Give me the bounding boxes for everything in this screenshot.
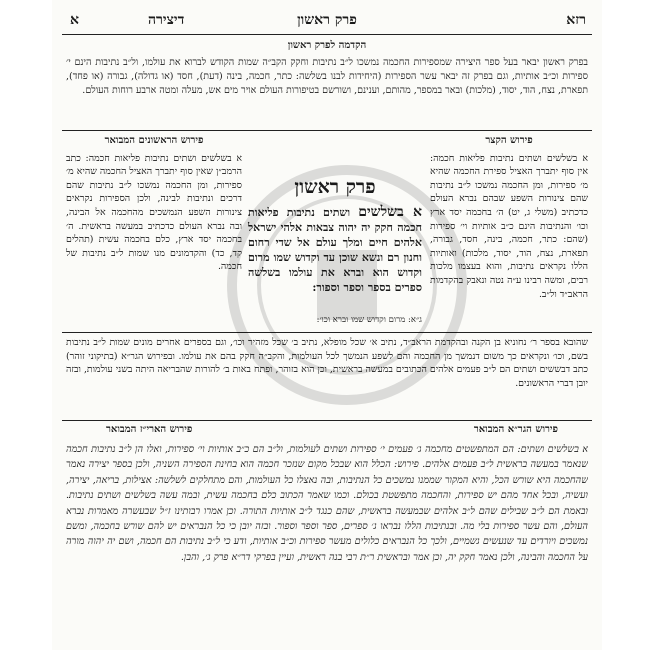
mishnah-body: ושתים נתיבות פליאות חכמה חקק יה יהוה צבאות אלהי ישראל אלהים חיים ומלך עולם אל שדי רחום וחנון רם ונשא שוכן עד וקדוש שמו מרום וקדוש הוא וברא את עולמו בשלשה ספרים בספר וספר וספור: bbox=[248, 206, 422, 294]
commentary-right-title: פירוש הקצר bbox=[485, 135, 533, 146]
mishnah-text bbox=[248, 205, 422, 295]
variant-reading: ג״א: מרום וקדוש שמו וברא וכו׳: bbox=[316, 315, 422, 325]
chapter-heading: פרק ראשון bbox=[294, 176, 376, 198]
page-header bbox=[52, 12, 602, 34]
page-letter: א bbox=[70, 12, 79, 28]
intro-text: בפרק ראשון יבאר בעל ספר היצירה שמספירות החכמה נמשכו ל״ב נתיבות וחקק הקב״ה שמות הקודש לברוא את עולמו, ול״ב נתיבות הינם י׳ ספירות וכ״ב אותיות, וגם בפרק זה יבאר עשר הספירות (היחידות לבנו בשלשה: כתר, חכמה, בינה (דעת), חסד (או גדולה), גבורה (או פחד), תפארת, נצח, הוד, יסוד, (מלכות) ובאר במספר, מהותם, וענינם, ושורשם בטיפורות העולם אויר מים אש, מעלה ומטה ארבע רוחות העולם. bbox=[66, 57, 588, 96]
intro-title: הקדמה לפרק ראשון bbox=[287, 40, 367, 51]
continued-commentary-text: שהובא בספר ר׳ נחוניא בן הקנה ובהקדמת הראב״ד, נתיב א׳ שכל מופלא, נתיב ב׳ שכל מזהיר וכו׳, וגם בספרים אחרים מונים שמות ל״ב נתיבות בשם, וכו׳ ונקראים כך משום דנמשך מן החכמה והם לשפע הנמשך לכל העולמות, והקב״ה חקק בהם את עולמו. ובפירוש הגר״א (בתיקוני זוהר) כתב דבששים ושתים הם ל״ב פעמים אלהים הכתובים במעשה בראשית, וכן הוא בזוהר, ופתח באות ב׳ להורות שהבריאה היתה בשני עולמות, ובזה יובן דברי הראשונים. bbox=[66, 337, 588, 389]
gra-commentary-title: פירוש הגר״א המבואר bbox=[473, 424, 558, 435]
commentary-left-text: א בשלשים ושתים נתיבות פליאות חכמה: כתב הרמב״ן שאין סוף יתברך האציל החכמה שהיא מ׳ ספירות, ומן החכמה נמשכו ל״ב נתיבות שהם דרכים ונתיבות לבינה, ולכן הספירות נקראים צינורות השפע הנמשכים מהחכמה אל הבינה, ובה נברא העולם כדכתיב במעשה בראשית. ה׳ בחכמה יסד ארץ, כלם בחכמה עשית (תהלים קד, כד) והקדמונים מנו שמות ל״ב נתיבות של חכמה. bbox=[66, 152, 242, 273]
running-book-title: דיצירה bbox=[148, 12, 185, 28]
lower-section-titles bbox=[66, 424, 588, 438]
commentary-right-text: א בשלשים ושתים נתיבות פליאות חכמה: אין סוף יתברך האציל ספירת החכמה שהיא מ׳ ספירות, ומן החכמה נמשכו ל״ב נתיבות שהם צינורות השפע שבהם נברא העולם כדכתיב (משלי ג, יט) ה׳ בחכמה יסד ארץ וכו׳ והנתיבות הינם כ״ב אותיות וי׳ ספירות (שהם: כתר, חכמה, בינה, חסד, גבורה, תפארת, נצח, הוד, יסוד, מלכות) ואותיות הללו נקראים נתיבות, והוא בעצמו מלכות רבים, ומשה רבינו ע״ה נטה ונאבק בהקדמות הראב״ד ול״ב. bbox=[430, 152, 588, 300]
gra-commentary-text: א בשלשים ושתים: הם המתפשטים מחכמה ג׳ פעמים י׳ ספירות ושתים לעולמות, ול״ב הם כ״ב אותיות וי׳ ספירות, ואלו הן ל״ב נתיבות חכמה שנאמר במעשה בראשית ל״ב פעמים אלהים. פירוש: הכלל הוא שבכל מקום שנזכר חכמה הוא בחינת הספירה השניה, ולכן בספר יצירה נאמר שהחכמה היא שורש הכל, והיא המקור שממנו נמשכים כל הנתיבות, ובה נאצלו כל העולמות, והם מתחלקים לשלשה: אצילות, בריאה, יצירה, ועשיה, ובכל אחד מהם יש ספירות, והחכמה מתפשטת בכולם. וכמו שאמר הכתוב כלם בחכמה עשית, ובמה עשה בשלשים ושתים נתיבות. ובאמת הם ל״ב שבילים שהם ל״ב אלהים שבמעשה בראשית, שהם כנגד ל״ב אותיות התורה. וכן אמרו רבותינו ז״ל שבעשרה מאמרות נברא העולם, והם עשר ספירות בלי מה. ובנתיבות הללו נבראו ג׳ ספרים, ספר וספר וספור. ובזה יובן כי כל הנבראים יש להם שורש בחכמה, ומשם נמשכים ויורדים עד שנעשים גשמיים, ולכך כל הנבראים כלולים מעשר ספירות וכ״ב אותיות, ודע כי ל״ב נתיבות הם חכמה, ושם יה יהוה מורה על החכמה והבינה, ולכן נאמר חקק יה, וכן אמר ובראשית ר״ת רבי בנה ראשית, ועיין בפרקי דר״א פרק ג׳, והבן. bbox=[66, 444, 588, 563]
commentary-left-title: פירוש הראשונים המבואר bbox=[104, 135, 204, 146]
folio-number: רזא bbox=[566, 12, 586, 28]
header-rule bbox=[62, 34, 592, 35]
arizal-commentary-title: פירוש הארי״ז המבואר bbox=[106, 424, 193, 435]
lower-rule bbox=[62, 420, 592, 421]
mishnah-lead-words: א בשלשים bbox=[358, 204, 423, 220]
book-page bbox=[52, 0, 602, 650]
mid-rule bbox=[62, 332, 592, 333]
intro-rule bbox=[62, 130, 592, 131]
running-chapter-title: פרק ראשון bbox=[297, 12, 357, 28]
